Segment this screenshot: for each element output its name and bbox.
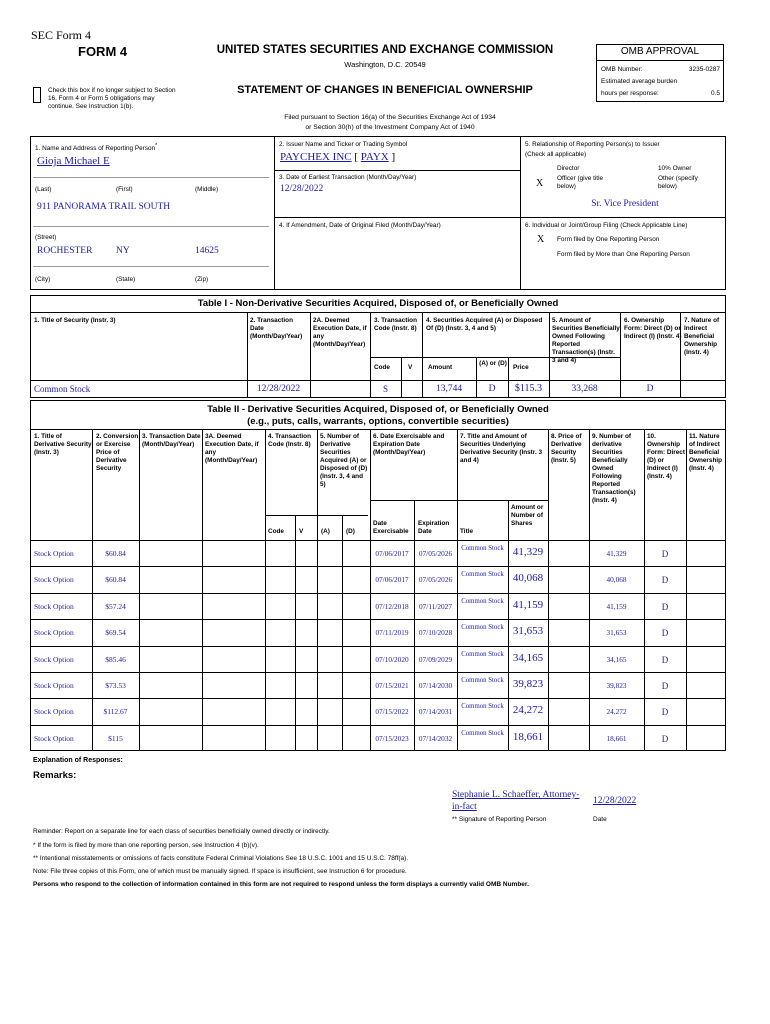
t2-row-exercisable: 07/06/2017 (375, 575, 409, 585)
box6-label: 6. Individual or Joint/Group Filing (Check Applicable Line) (525, 222, 688, 229)
t2-sub-v: V (299, 528, 304, 535)
t1-sub-v: V (408, 364, 413, 371)
t2-col-exercisable: 6. Date Exercisable and Expiration Date (Month/Day/Year) (373, 433, 445, 456)
omb-number-value: 3235-0287 (688, 66, 720, 73)
t1-row-ad: D (488, 384, 496, 394)
t2-row-expiration: 07/14/2030 (418, 681, 453, 690)
t2-col-owned: 9. Number of derivative Securities Beneficially Owned Following Reported Transaction(s) (Instr. 4) (592, 433, 636, 504)
t2-row-form: D (661, 707, 669, 718)
t2-row-underlying-amount: 34,165 (512, 651, 544, 664)
t2-row-price: $69.54 (105, 628, 126, 638)
t2-row-exercisable: 07/12/2018 (375, 601, 409, 611)
t2-row-underlying-amount: 40,068 (512, 572, 544, 585)
box1-label: 1. Name and Address of Reporting Person* (35, 143, 158, 153)
street-label: (Street) (35, 234, 57, 241)
t2-row-exercisable: 07/15/2023 (375, 733, 409, 743)
t2-row-price: $60.84 (105, 575, 126, 585)
zip-label: (Zip) (195, 276, 209, 283)
t2-row-title: Stock Option (34, 733, 74, 743)
t2-row-underlying-amount: 39,823 (512, 678, 544, 690)
footnote-3: Note: File three copies of this Form, one of which must be manually signed. If space is insufficient, see Instruction 6 for procedure. (33, 868, 407, 875)
t2-sub-amount: Amount or Number of Shares (511, 504, 544, 527)
filed-pursuant-1: Filed pursuant to Section 16(a) of the Securities Exchange Act of 1934 (284, 114, 496, 121)
t2-row-price: $60.84 (105, 549, 126, 558)
t1-sub-ad: (A) or (D) (479, 360, 507, 367)
checkbox-label: Check this box if no longer subject to Section 16. Form 4 or Form 5 obligations may continue. See Instruction 1(b). (48, 87, 176, 110)
t2-row-owned: 24,272 (606, 707, 627, 717)
t1-col-date: 2. Transaction Date (Month/Day/Year) (250, 317, 303, 340)
omb-notice: Persons who respond to the collection of information contained in this form are not required to respond unless the form displays a currently valid OMB Number. (33, 881, 529, 888)
signature-label: ** Signature of Reporting Person (452, 816, 547, 823)
t2-row-underlying-title: Common Stock (461, 650, 504, 658)
t2-row-expiration: 07/11/2027 (419, 601, 452, 611)
earliest-transaction-date: 12/28/2022 (280, 184, 324, 194)
table-1-title: Table I - Non-Derivative Securities Acquired, Disposed of, or Beneficially Owned (197, 298, 559, 309)
street-value: 911 PANORAMA TRAIL SOUTH (37, 202, 171, 212)
t1-col-deemed: 2A. Deemed Execution Date, if any (Month/Day/Year) (313, 317, 367, 348)
reporting-person-name[interactable]: Gioja Michael E (37, 155, 110, 167)
t2-row-exercisable: 07/10/2020 (375, 654, 409, 664)
t2-row-expiration: 07/05/2026 (418, 575, 453, 585)
omb-title: OMB APPROVAL (620, 46, 700, 57)
t2-row-expiration: 07/09/2029 (418, 654, 453, 664)
city-label: (City) (35, 276, 51, 283)
t2-row-price: $115 (108, 733, 123, 743)
footnote-1: * If the form is filed by more than one reporting person, see Instruction 4 (b)(v). (33, 842, 259, 849)
t2-row-exercisable: 07/15/2021 (375, 681, 409, 690)
t1-col-title: 1. Title of Security (Instr. 3) (34, 317, 116, 324)
t2-row-underlying-amount: 41,159 (512, 598, 544, 611)
t2-col-code: 4. Transaction Code (Instr. 8) (268, 433, 311, 448)
t2-row-underlying-amount: 24,272 (512, 704, 544, 717)
t1-row-amount: 13,744 (435, 384, 463, 394)
agency-title: UNITED STATES SECURITIES AND EXCHANGE COMMISSION (216, 44, 554, 56)
t2-row-owned: 18,661 (606, 733, 627, 743)
date-label: Date (593, 816, 607, 823)
statement-title: STATEMENT OF CHANGES IN BENEFICIAL OWNERSHIP (237, 84, 533, 96)
state-value: NY (116, 246, 130, 256)
t2-row-underlying-amount: 31,653 (512, 625, 544, 638)
t2-sub-expiration: Expiration Date (418, 520, 450, 535)
city-value: ROCHESTER (37, 246, 93, 256)
t2-row-title: Stock Option (34, 707, 74, 717)
t2-row-expiration: 07/14/2031 (418, 707, 453, 717)
first-label: (First) (116, 186, 133, 193)
issuer-ticker: PAYCHEX INC [ PAYX ] (280, 151, 396, 163)
t2-row-price: $57.24 (105, 601, 126, 611)
state-label: (State) (116, 276, 136, 283)
t1-col-code: 3. Transaction Code (Instr. 8) (374, 317, 417, 332)
t2-row-title: Stock Option (34, 601, 74, 611)
t2-row-title: Stock Option (34, 628, 74, 638)
t2-row-form: D (661, 654, 669, 665)
multi-person-option[interactable]: Form filed by More than One Reporting Person (557, 251, 690, 258)
box4-label: 4. If Amendment, Date of Original Filed (Month/Day/Year) (279, 222, 441, 229)
other-option[interactable]: Other (specify below) (658, 175, 698, 190)
t2-row-owned: 41,159 (606, 601, 627, 611)
reminder-note: Reminder: Report on a separate line for each class of securities beneficially owned directly or indirectly. (33, 828, 330, 835)
form-title: FORM 4 (78, 44, 128, 59)
sec-form-label: SEC Form 4 (31, 28, 92, 42)
t2-sub-code: Code (268, 528, 284, 535)
t2-row-underlying-title: Common Stock (461, 729, 504, 737)
box5-label: 5. Relationship of Reporting Person(s) to Issuer (525, 141, 660, 148)
t2-row-exercisable: 07/11/2019 (375, 628, 409, 638)
officer-title: Sr. Vice President (591, 199, 659, 209)
t1-sub-code: Code (374, 364, 390, 371)
t1-row-code: S (382, 384, 388, 394)
director-option[interactable]: Director (557, 165, 580, 172)
t2-col-form: 10. Ownership Form: Direct (D) or Indirect (I) (Instr. 4) (647, 433, 685, 480)
t2-sub-title: Title (460, 528, 474, 535)
table-1 (30, 295, 726, 398)
t1-col-form: 6. Ownership Form: Direct (D) or Indirect (I) (Instr. 4) (624, 317, 682, 340)
agency-city: Washington, D.C. 20549 (344, 60, 426, 69)
t2-row-form: D (661, 628, 669, 639)
t1-row-owned: 33,268 (571, 384, 598, 394)
t2-sub-d: (D) (346, 528, 355, 535)
table-2-title: Table II - Derivative Securities Acquired, Disposed of, or Beneficially Owned (207, 404, 549, 415)
t2-row-price: $73.53 (105, 681, 126, 690)
t2-row-owned: 41,329 (606, 549, 627, 558)
middle-label: (Middle) (195, 186, 219, 193)
ticker-symbol[interactable]: PAYX (360, 151, 389, 163)
one-person-check-mark: X (537, 234, 545, 245)
t2-row-owned: 34,165 (606, 654, 627, 664)
table-2-subtitle: (e.g., puts, calls, warrants, options, convertible securities) (247, 416, 509, 427)
t2-row-underlying-title: Common Stock (461, 597, 504, 605)
footnote-2: ** Intentional misstatements or omissions of facts constitute Federal Criminal Violations See 18 U.S.C. 1001 and 15 U.S.C. 78ff(a). (33, 855, 409, 862)
t1-row-title: Common Stock (34, 384, 91, 394)
omb-hours-value: 0.5 (710, 90, 720, 97)
t2-col-number: 5. Number of Derivative Securities Acquired (A) or Disposed of (D) (Instr. 3, 4 and 5) (320, 433, 368, 488)
t2-row-title: Stock Option (34, 681, 74, 690)
t2-col-deemed: 3A. Deemed Execution Date, if any (Month/Day/Year) (205, 433, 259, 464)
t1-row-price: $115.3 (514, 383, 543, 394)
t1-row-date: 12/28/2022 (256, 384, 301, 394)
t2-row-form: D (661, 601, 669, 612)
t2-row-underlying-title: Common Stock (461, 624, 504, 632)
omb-burden-label: Estimated average burden (601, 78, 678, 85)
t2-col-price: 8. Price of Derivative Security (Instr. 5) (551, 433, 582, 464)
one-person-option[interactable]: Form filed by One Reporting Person (557, 236, 660, 243)
t2-row-exercisable: 07/06/2017 (375, 549, 409, 558)
t2-col-nature: 11. Nature of Indirect Beneficial Ownership (Instr. 4) (689, 433, 723, 472)
omb-hours-label: hours per response: (601, 90, 659, 97)
t2-row-expiration: 07/14/2032 (418, 733, 453, 743)
t2-row-underlying-title: Common Stock (461, 703, 504, 711)
t2-row-title: Stock Option (34, 654, 74, 664)
t1-sub-amount: Amount (428, 364, 453, 371)
t2-col-conversion: 2. Conversion or Exercise Price of Derivative Security (96, 433, 139, 472)
officer-option[interactable]: Officer (give title below) (557, 175, 604, 190)
t2-row-form: D (661, 549, 669, 559)
t2-row-price: $85.46 (105, 654, 126, 664)
t2-row-price: $112.67 (103, 707, 128, 717)
t2-col-title: 1. Title of Derivative Security (Instr. 3) (34, 433, 92, 456)
t2-row-underlying-title: Common Stock (461, 571, 504, 579)
issuer-name[interactable]: PAYCHEX INC (280, 151, 352, 163)
zip-value: 14625 (195, 246, 219, 256)
t1-row-form: D (646, 384, 654, 394)
signature-name[interactable]: Stephanie L. Schaeffer, Attorney- in-fact (452, 790, 580, 812)
no-longer-subject-checkbox[interactable] (33, 87, 41, 103)
remarks-label: Remarks: (33, 770, 77, 781)
omb-number-label: OMB Number: (601, 66, 643, 73)
officer-check-mark: X (536, 178, 544, 189)
t2-col-date: 3. Transaction Date (Month/Day/Year) (142, 433, 201, 448)
t2-row-expiration: 07/10/2028 (418, 628, 453, 638)
t2-row-underlying-title: Common Stock (461, 677, 504, 684)
t2-sub-exercisable: Date Exercisable (373, 520, 409, 535)
t2-col-underlying: 7. Title and Amount of Securities Underlying Derivative Security (Instr. 3 and 4) (460, 433, 543, 464)
t2-row-expiration: 07/05/2026 (418, 549, 453, 558)
t1-col-acquired: 4. Securities Acquired (A) or Disposed Of (D) (Instr. 3, 4 and 5) (426, 317, 543, 332)
t2-row-form: D (661, 575, 669, 586)
t2-row-owned: 40,068 (606, 575, 627, 585)
t2-row-underlying-title: Common Stock (461, 545, 504, 552)
last-label: (Last) (35, 186, 52, 193)
t2-row-title: Stock Option (34, 549, 74, 558)
t2-row-underlying-amount: 18,661 (512, 730, 544, 743)
t2-row-exercisable: 07/15/2022 (375, 707, 409, 717)
t2-row-form: D (661, 733, 669, 744)
t2-row-underlying-amount: 41,329 (512, 546, 544, 558)
t1-col-nature: 7. Nature of Indirect Beneficial Ownership (Instr. 4) (684, 317, 720, 356)
t2-row-form: D (661, 681, 669, 691)
box2-label: 2. Issuer Name and Ticker or Trading Symbol (279, 141, 408, 148)
ten-percent-option[interactable]: 10% Owner (658, 165, 692, 172)
box3-label: 3. Date of Earliest Transaction (Month/Day/Year) (279, 174, 417, 181)
t2-row-title: Stock Option (34, 575, 74, 585)
t2-row-owned: 39,823 (606, 681, 627, 690)
t2-sub-a: (A) (321, 528, 330, 535)
box5-sublabel: (Check all applicable) (525, 151, 587, 158)
explanation-label: Explanation of Responses: (33, 757, 123, 764)
filed-pursuant-2: or Section 30(h) of the Investment Company Act of 1940 (305, 124, 475, 131)
t1-sub-price: Price (513, 364, 529, 371)
t2-row-owned: 31,653 (606, 628, 627, 638)
signature-date: 12/28/2022 (593, 796, 637, 806)
t1-col-owned: 5. Amount of Securities Beneficially Owned Following Reported Transaction(s) (Instr. 3 and 4) (552, 317, 620, 364)
